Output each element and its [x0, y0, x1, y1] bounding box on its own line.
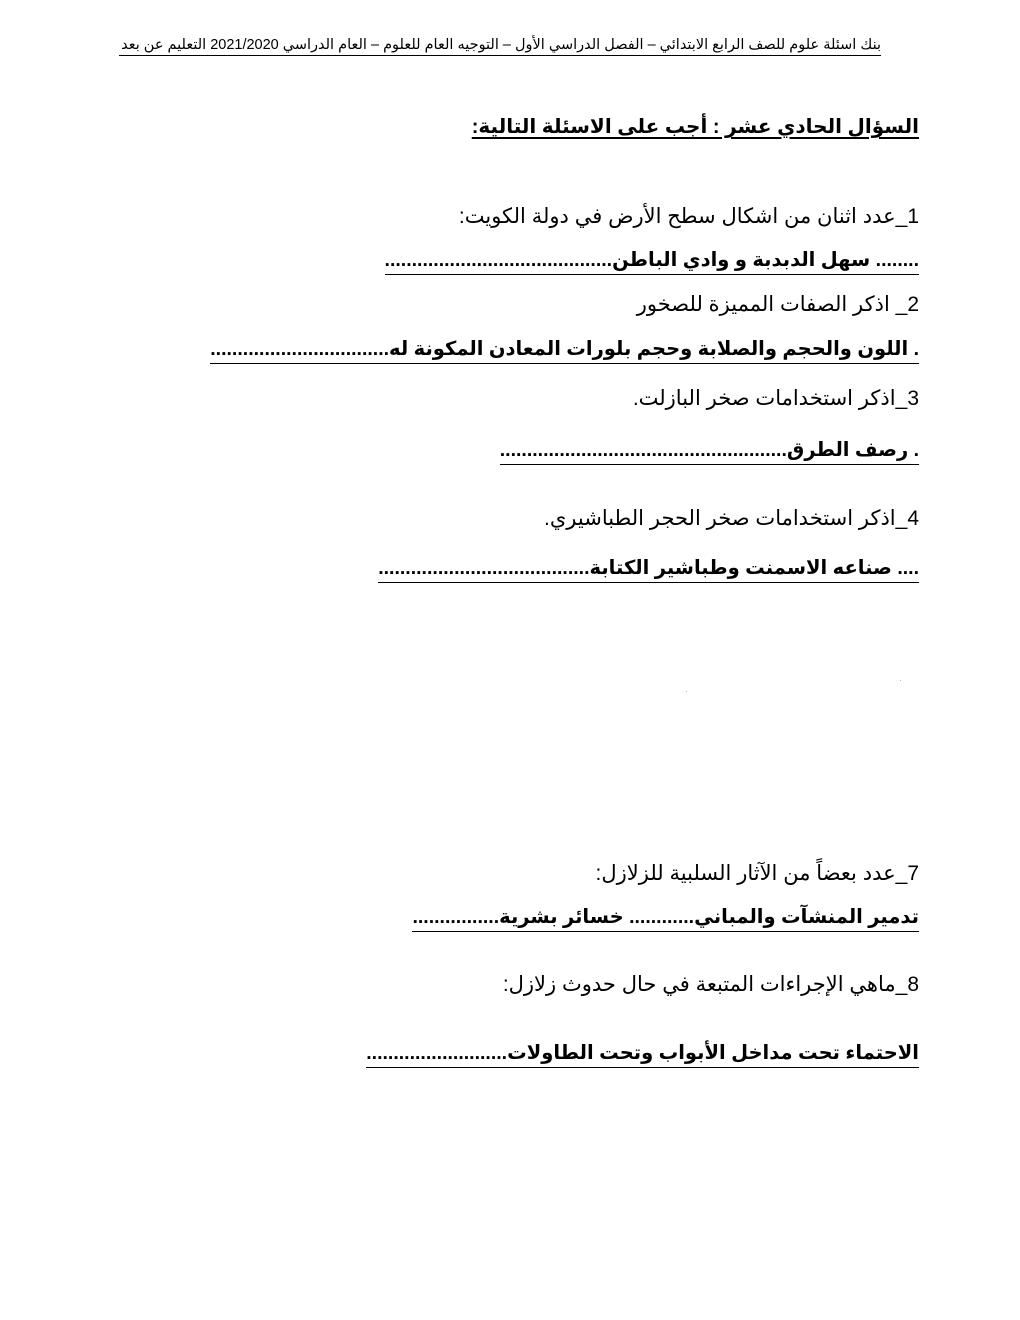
answer-1: ........ سهل الدبدبة و وادي الباطن..........................................	[385, 247, 919, 275]
question-3: 3_اذكر استخدامات صخر البازلت.	[632, 387, 919, 410]
question-4: 4_اذكر استخدامات صخر الحجر الطباشيري.	[544, 507, 919, 530]
scan-speck	[686, 691, 687, 692]
question-7: 7_عدد بعضاً من الآثار السلبية للزلازل:	[595, 862, 919, 885]
answer-4: .... صناعه الاسمنت وطباشير الكتابة.......................................	[378, 555, 919, 583]
answer-2: . اللون والحجم والصلابة وحجم بلورات المعادن المكونة له.................................	[210, 336, 919, 364]
section-title: السؤال الحادي عشر : أجب على الاسئلة التالية:	[471, 116, 919, 138]
scan-speck	[900, 680, 901, 681]
question-2: 2_ اذكر الصفات المميزة للصخور	[636, 293, 919, 316]
question-8: 8_ماهي الإجراءات المتبعة في حال حدوث زلازل:	[502, 973, 919, 996]
question-1: 1_عدد اثنان من اشكال سطح الأرض في دولة الكويت:	[458, 205, 919, 228]
answer-3: . رصف الطرق.....................................................	[500, 437, 919, 465]
answer-8: الاحتماء تحت مداخل الأبواب وتحت الطاولات..........................	[366, 1040, 919, 1068]
page-header: بنك اسئلة علوم للصف الرابع الابتدائي – الفصل الدراسي الأول – التوجيه العام للعلوم – العام الدراسي 2021/2020 التعليم عن بعد	[119, 36, 881, 56]
answer-7: تدمير المنشآت والمباني............ خسائر بشرية................	[412, 904, 919, 932]
